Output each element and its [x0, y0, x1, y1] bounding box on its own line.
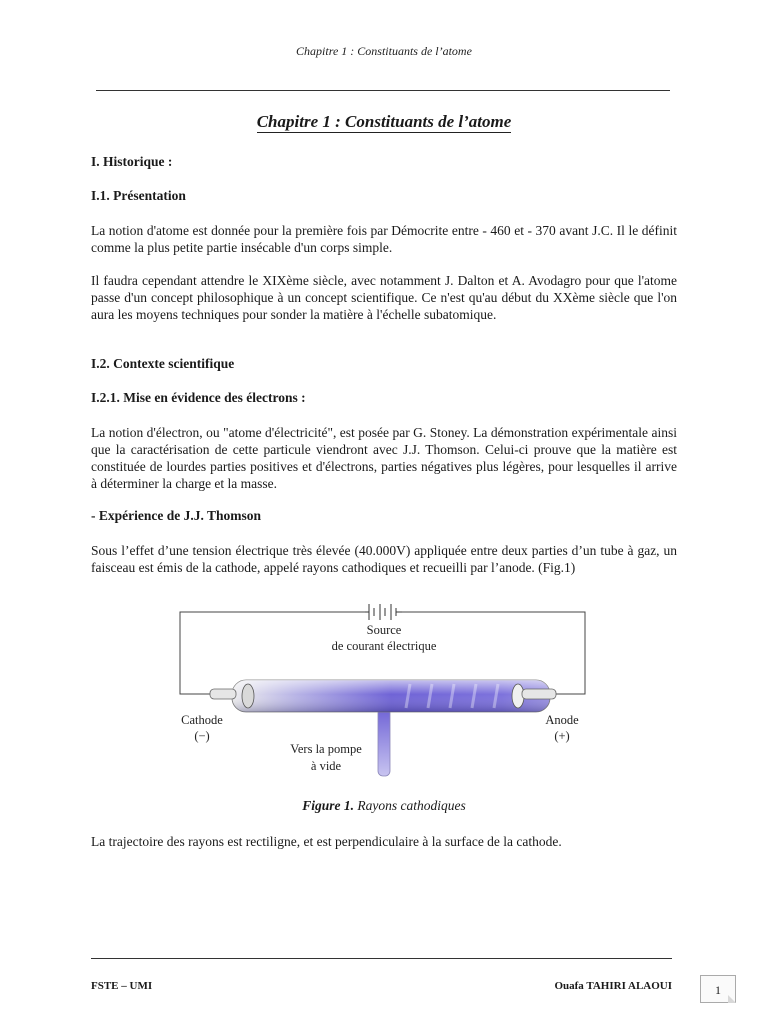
running-header: Chapitre 1 : Constituants de l’atome: [296, 44, 472, 58]
footer-institution: FSTE – UMI: [91, 980, 153, 992]
cathode-ray-figure: [170, 600, 600, 790]
pump-label-2: à vide: [310, 759, 342, 773]
heading-experience: - Expérience de J.J. Thomson: [91, 508, 262, 523]
header-rule: [96, 90, 670, 91]
cathode-sign: (−): [194, 729, 210, 743]
paragraph-democrite: La notion d'atome est donnée pour la première fois par Démocrite entre - 460 et - 370 avant J.C. Il le définit comme la plus petite partie insécable d'un corps simple.: [91, 223, 677, 255]
battery-icon: [365, 604, 402, 620]
heading-contexte: I.2. Contexte scientifique: [91, 356, 235, 371]
pump-label: Vers la pompe: [290, 742, 362, 756]
cathode-electrode: [210, 689, 236, 699]
anode-label: Anode: [545, 713, 579, 727]
figure-caption-label: Figure 1.: [302, 798, 355, 813]
figure-caption-text: Rayons cathodiques: [354, 798, 466, 813]
paragraph-dalton: Il faudra cependant attendre le XIXème siècle, avec notamment J. Dalton et A. Avodagro pour que l'atome passe d'un concept philosophique à un concept scientifique. Ce n'est qu'au début du XXème siècle que l'on aura les moyens techniques pour sonder la matière à l'échelle subatomique.: [91, 273, 677, 322]
paragraph-stoney: La notion d'électron, ou "atome d'électricité", est posée par G. Stoney. La démonstration expérimentale ainsi que la caractérisation de cette particule viendront avec J.J. Thomson. Celui-ci prouve que la matière est constituée de lourdes parties positives et d'électrons, parties négatives plus légères, pour lesquelles il arrive à déterminer la charge et la masse.: [91, 425, 677, 491]
figure-caption: [0, 798, 768, 814]
footer-rule: [91, 958, 672, 959]
anode-sign: (+): [554, 729, 570, 743]
heading-electrons: I.2.1. Mise en évidence des électrons :: [91, 390, 306, 405]
heading-presentation: I.1. Présentation: [91, 188, 186, 203]
page-number: 1: [700, 975, 736, 1003]
footer-author: Ouafa TAHIRI ALAOUI: [554, 980, 672, 992]
source-label: Source: [366, 623, 402, 637]
paragraph-trajectoire: La trajectoire des rayons est rectiligne, et est perpendiculaire à la surface de la cathode.: [91, 834, 562, 849]
heading-historique: I. Historique :: [91, 154, 173, 169]
chapter-title-text: Chapitre 1 : Constituants de l’atome: [256, 112, 512, 131]
source-label-2: de courant électrique: [331, 639, 437, 653]
anode-electrode: [522, 689, 556, 699]
cathode-label: Cathode: [181, 713, 223, 727]
paragraph-thomson: Sous l’effet d’une tension électrique très élevée (40.000V) appliquée entre deux parties d’un tube à gaz, un faisceau est émis de la cathode, appelé rayons cathodiques et recueilli par l’anode. (Fig.1): [91, 543, 677, 575]
chapter-title: [0, 112, 768, 132]
vacuum-stem: [378, 708, 390, 776]
